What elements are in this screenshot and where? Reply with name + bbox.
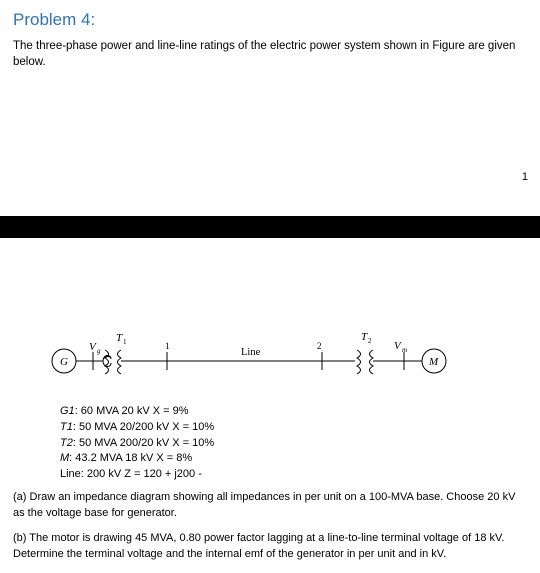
rating-g1: G1: 60 MVA 20 kV X = 9% <box>60 405 189 417</box>
question-b: (b) The motor is drawing 45 MVA, 0.80 power factor lagging at a line-to-line terminal voltage of 18 kV. Determine the terminal voltage and the internal emf of the generator in per unit and in kV. <box>13 532 505 560</box>
rating-t1: T1: 50 MVA 20/200 kV X = 10% <box>60 420 215 433</box>
page-break-bar <box>0 216 540 238</box>
t2-label: T <box>361 331 368 343</box>
rating-t2: T2: 50 MVA 200/20 kV X = 10% <box>60 436 215 449</box>
question-a: (a) Draw an impedance diagram showing all impedances in per unit on a 100-MVA base. Choose 20 kV as the voltage base for generator. <box>13 491 516 519</box>
transformer-t1-symbol <box>103 350 121 374</box>
vm-label: V <box>394 340 401 352</box>
vm-sub: m <box>402 346 408 354</box>
page-number: 1 <box>521 171 528 183</box>
bus-1-label: 1 <box>165 341 170 351</box>
vg-sub: g <box>97 347 101 355</box>
rating-line: Line: 200 kV Z = 120 + j200 - <box>60 468 202 481</box>
problem-intro: The three-phase power and line-line ratings of the electric power system shown in Figure are given below. <box>13 40 516 68</box>
problem-title: Problem 4: <box>13 10 96 29</box>
rating-motor: M: 43.2 MVA 18 kV X = 8% <box>60 452 193 465</box>
t1-sub: 1 <box>123 338 127 346</box>
vg-label: V <box>89 341 96 353</box>
t1-label: T <box>116 332 123 344</box>
t2-sub: 2 <box>368 337 372 345</box>
transformer-t2-symbol <box>357 350 373 374</box>
generator-label: G <box>60 356 68 368</box>
motor-label: M <box>429 356 439 368</box>
one-line-diagram <box>0 318 540 398</box>
line-label: Line <box>241 347 261 358</box>
bus-2-label: 2 <box>317 341 322 351</box>
ratings-list <box>60 404 214 483</box>
